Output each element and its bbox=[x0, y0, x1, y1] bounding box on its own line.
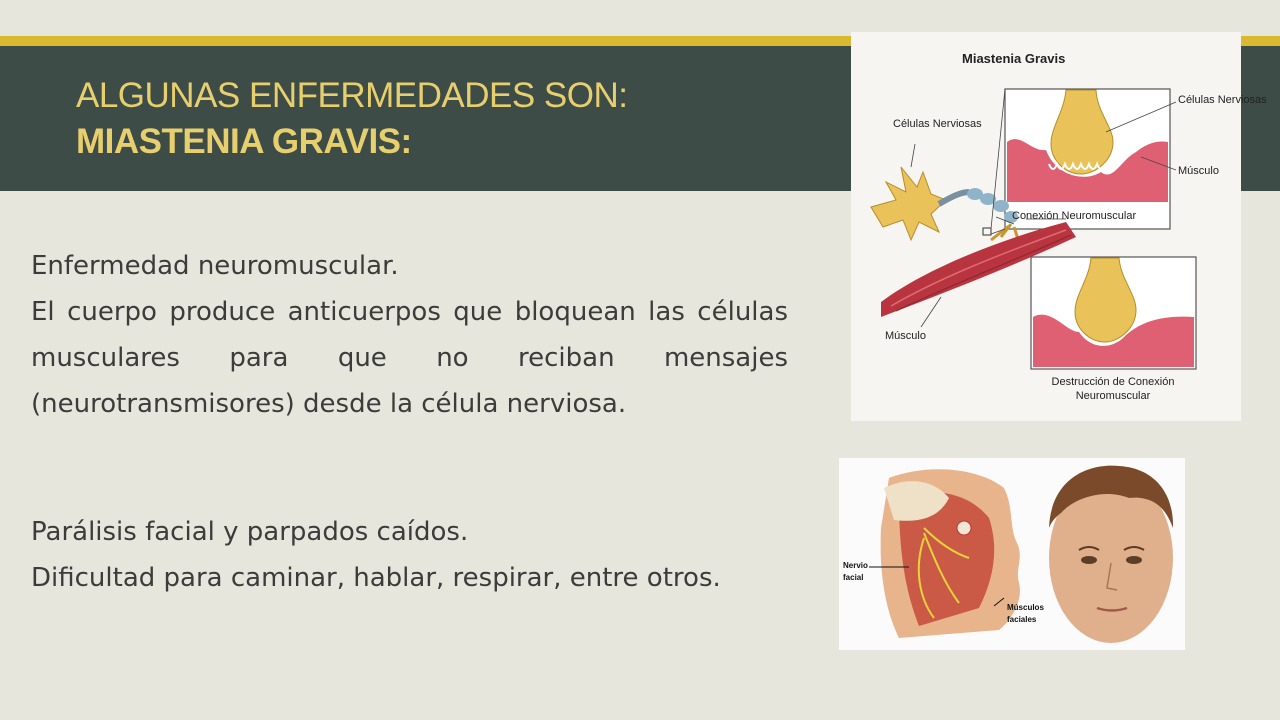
symptom-line-1: Parálisis facial y parpados caídos. bbox=[31, 517, 469, 547]
label-destruccion-line2: Neuromuscular bbox=[1075, 390, 1151, 402]
description-line-2: El cuerpo produce anticuerpos que bloquean las células musculares para que no reciban mensajes (neurotransmisores) desde la célula nerviosa. bbox=[31, 297, 788, 419]
label-musculos-line2: faciales bbox=[1007, 615, 1037, 624]
nerve-cell-drawing bbox=[871, 167, 1019, 242]
junction-marker bbox=[983, 228, 991, 235]
slide-subtitle: MIASTENIA GRAVIS: bbox=[76, 122, 412, 161]
facial-nerve-figure bbox=[839, 458, 1185, 650]
label-nervio-line1: Nervio bbox=[843, 561, 868, 570]
figure-title: Miastenia Gravis bbox=[962, 51, 1066, 66]
label-celulas-nerviosas-right: Células Nerviosas bbox=[1178, 94, 1267, 106]
anatomy-head-drawing bbox=[881, 469, 1020, 638]
description-line-1: Enfermedad neuromuscular. bbox=[31, 251, 399, 281]
label-musculo-right: Músculo bbox=[1178, 165, 1219, 177]
symptoms-block bbox=[31, 509, 788, 601]
label-celulas-nerviosas-left: Células Nerviosas bbox=[893, 118, 982, 130]
label-nervio-line2: facial bbox=[843, 573, 864, 582]
patient-face-drawing bbox=[1049, 466, 1173, 643]
label-musculos-line1: Músculos bbox=[1007, 603, 1044, 612]
neuromuscular-junction-illustration bbox=[851, 32, 1267, 421]
slide-title: ALGUNAS ENFERMEDADES SON: bbox=[76, 76, 628, 115]
symptom-line-2: Dificultad para caminar, hablar, respirar, entre otros. bbox=[31, 563, 721, 593]
facial-nerve-illustration bbox=[839, 458, 1185, 650]
neuromuscular-junction-figure bbox=[851, 32, 1267, 421]
label-musculo-left: Músculo bbox=[885, 330, 926, 342]
label-destruccion-line1: Destrucción de Conexión bbox=[1051, 376, 1175, 388]
description-block bbox=[31, 243, 788, 427]
label-conexion-neuromuscular: Conexión Neuromuscular bbox=[1012, 210, 1137, 222]
